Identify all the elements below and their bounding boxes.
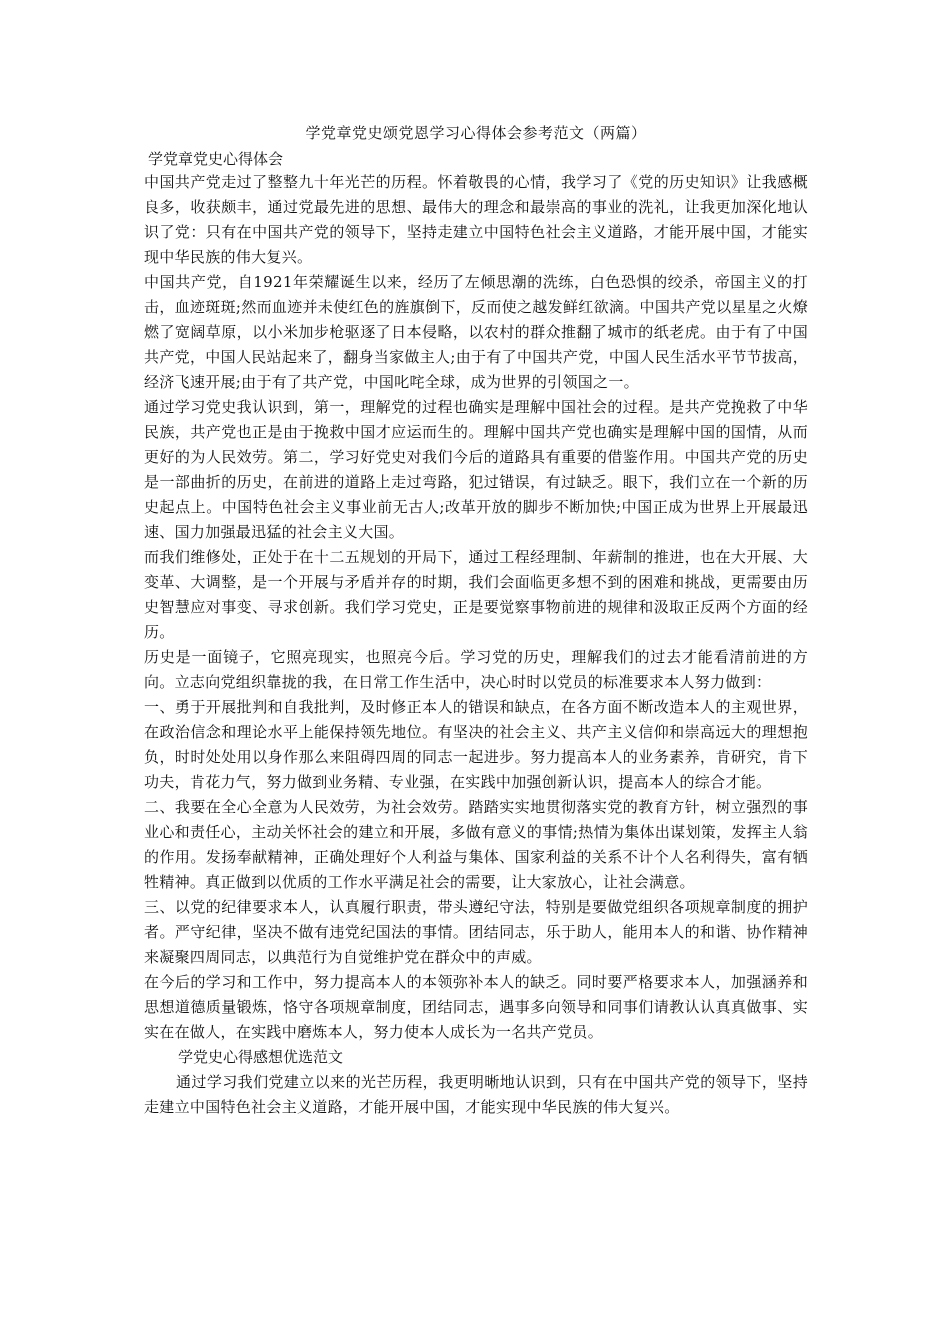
paragraph-8: 三、以党的纪律要求本人，认真履行职责，带头遵纪守法，特别是要做党组织各项规章制度的拥护者。严守纪律，坚决不做有违党纪国法的事情。团结同志，乐于助人，能用本人的和谐、协作精神来凝聚四周同志，以典范行为自觉维护党在群众中的声威。 [144,898,808,966]
section-2-paragraph: 通过学习我们党建立以来的光芒历程，我更明晰地认识到，只有在中国共产党的领导下，坚持走建立中国特色社会主义道路，才能开展中国，才能实现中华民族的伟大复兴。 [144,1073,808,1116]
section-heading-1: 学党章党史心得体会 [148,150,284,168]
document-page [144,122,808,1120]
section-heading-2: 学党史心得感想优选范文 [178,1048,344,1066]
paragraph-4: 而我们维修处，正处于在十二五规划的开局下，通过工程经理制、年薪制的推进，也在大开展、大变革、大调整，是一个开展与矛盾并存的时期，我们会面临更多想不到的困难和挑战，更需要由历史智慧应对事变、寻求创新。我们学习党史，正是要觉察事物前进的规律和汲取正反两个方面的经历。 [144,548,808,641]
paragraph-1: 中国共产党走过了整整九十年光芒的历程。怀着敬畏的心情，我学习了《党的历史知识》让我感概良多，收获颇丰，通过党最先进的思想、最伟大的理念和最崇高的事业的洗礼，让我更加深化地认识了党：只有在中国共产党的领导下，坚持走建立中国特色社会主义道路，才能开展中国，才能实现中华民族的伟大复兴。 [144,173,808,266]
paragraph-9: 在今后的学习和工作中，努力提高本人的本领弥补本人的缺乏。同时要严格要求本人，加强涵养和思想道德质量锻炼，恪守各项规章制度，团结同志，遇事多向领导和同事们请教认认真真做事、实实在在做人，在实践中磨炼本人，努力使本人成长为一名共产党员。 [144,973,808,1041]
document-title: 学党章党史颂党恩学习心得体会参考范文（两篇） [305,124,647,142]
paragraph-2: 中国共产党，自1921年荣耀诞生以来，经历了左倾思潮的洗练，白色恐惧的绞杀，帝国主义的打击，血迹斑斑;然而血迹并未使红色的旌旗倒下，反而使之越发鲜红欲滴。中国共产党以星星之火燎燃了宽阔草原，以小米加步枪驱逐了日本侵略，以农村的群众推翻了城市的纸老虎。由于有了中国共产党，中国人民站起来了，翻身当家做主人;由于有了中国共产党，中国人民生活水平节节拔高，经济飞速开展;由于有了共产党，中国叱咤全球，成为世界的引领国之一。 [144,273,808,391]
paragraph-3: 通过学习党史我认识到，第一，理解党的过程也确实是理解中国社会的过程。是共产党挽救了中华民族，共产党也正是由于挽救中国才应运而生的。理解中国共产党也确实是理解中国的国情，从而更好的为人民效劳。第二，学习好党史对我们今后的道路具有重要的借鉴作用。中国共产党的历史是一部曲折的历史，在前进的道路上走过弯路，犯过错误，有过缺乏。眼下，我们立在一个新的历史起点上。中国特色社会主义事业前无古人;改革开放的脚步不断加快;中国正成为世界上开展最迅速、国力加强最迅猛的社会主义大国。 [144,398,808,541]
paragraph-6: 一、勇于开展批判和自我批判，及时修正本人的错误和缺点，在各方面不断改造本人的主观世界，在政治信念和理论水平上能保持领先地位。有坚决的社会主义、共产主义信仰和崇高远大的理想抱负，时时处处用以身作那么来阻碍四周的同志一起进步。努力提高本人的业务素养，肯研究，肯下功夫，肯花力气，努力做到业务精、专业强，在实践中加强创新认识，提高本人的综合才能。 [144,698,808,791]
paragraph-5: 历史是一面镜子，它照亮现实，也照亮今后。学习党的历史，理解我们的过去才能看清前进的方向。立志向党组织靠拢的我，在日常工作生活中，决心时时以党员的标准要求本人努力做到： [144,648,808,691]
paragraph-7: 二、我要在全心全意为人民效劳，为社会效劳。踏踏实实地贯彻落实党的教育方针，树立强烈的事业心和责任心，主动关怀社会的建立和开展，多做有意义的事情;热情为集体出谋划策，发挥主人翁的作用。发扬奉献精神，正确处理好个人利益与集体、国家利益的关系不计个人名利得失，富有牺牲精神。真正做到以优质的工作水平满足社会的需要，让大家放心，让社会满意。 [144,798,808,891]
